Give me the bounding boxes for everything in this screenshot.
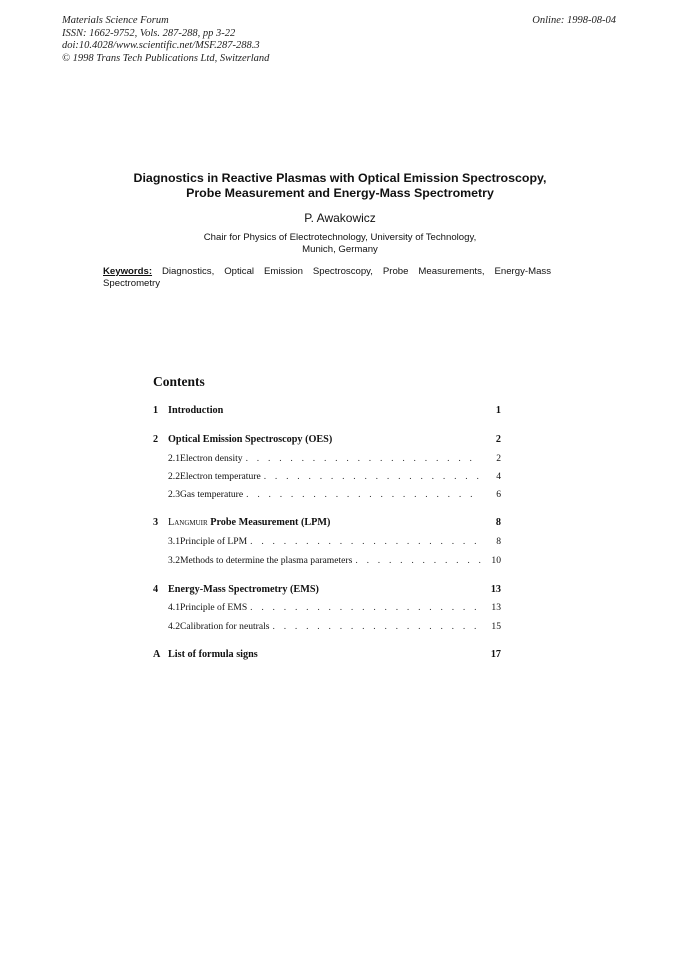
paper-title-line-2: Probe Measurement and Energy-Mass Spectrometry [186,186,494,200]
toc-entry-title: Calibration for neutrals [180,621,270,632]
toc-entry-number: 3.1 [168,536,180,547]
toc-entry-title: Electron density [180,453,243,464]
journal-name: Materials Science Forum [62,15,169,26]
toc-entry[interactable] [153,434,501,447]
toc-entry[interactable] [153,649,501,662]
journal-header [62,15,269,65]
toc-entry-number: 4.2 [168,621,180,632]
toc-entry-number: 1 [153,405,159,416]
toc-entry[interactable] [153,584,501,597]
toc-entry-title: Energy-Mass Spectrometry (EMS) [168,584,319,595]
toc-entry-page: 1 [495,405,501,416]
toc-leader-dots [250,602,481,613]
toc-entry-number: 2 [153,434,159,445]
toc-entry[interactable] [153,489,501,502]
keywords-block [103,266,551,290]
toc-entry[interactable] [153,555,501,568]
toc-entry-title: Gas temperature [180,489,244,500]
contents-heading: Contents [153,374,205,389]
doi-line: doi:10.4028/www.scientific.net/MSF.287-288.3 [62,40,260,51]
toc-leader-dots [273,621,481,632]
toc-entry[interactable] [153,621,501,634]
copyright-line: © 1998 Trans Tech Publications Ltd, Switzerland [62,52,270,64]
online-date: Online: 1998-08-04 [532,15,616,26]
paper-title-line-1: Diagnostics in Reactive Plasmas with Optical Emission Spectroscopy, [133,171,547,185]
toc-entry-title: Principle of LPM [180,536,248,547]
toc-entry[interactable] [153,602,501,615]
toc-entry-page: 10 [491,555,501,566]
toc-entry-page: 4 [496,471,501,482]
toc-entry-number: 2.1 [168,453,180,464]
toc-entry-number: A [153,649,161,660]
toc-entry-page: 6 [496,489,501,500]
toc-entry-page: 8 [495,517,501,528]
toc-entry-title: Principle of EMS [180,602,248,613]
toc-entry-title: Methods to determine the plasma parameters [180,555,353,566]
toc-leader-dots [246,489,481,500]
toc-entry-number: 4 [153,584,159,595]
toc-entry-title: List of formula signs [168,649,258,660]
toc-entry-number: 2.3 [168,489,180,500]
toc-entry-title-rest: Probe Measurement (LPM) [210,517,331,528]
toc-entry-title [168,517,330,528]
toc-entry[interactable] [153,471,501,484]
affiliation-line-2: Munich, Germany [302,244,378,255]
author-name: P. Awakowicz [304,211,376,225]
toc-entry[interactable] [153,536,501,549]
toc-entry-page: 13 [491,602,501,613]
toc-leader-dots [264,471,481,482]
toc-entry-title-smallcaps: Langmuir [168,517,208,528]
toc-entry[interactable] [153,517,501,530]
toc-entry-page: 2 [496,453,501,464]
toc-entry-title: Optical Emission Spectroscopy (OES) [168,434,333,445]
affiliation-line-1: Chair for Physics of Electrotechnology, University of Technology, [203,232,477,243]
keywords-text: Diagnostics, Optical Emission Spectroscopy, Probe Measurements, Energy-Mass Spectrometry [103,266,551,289]
toc-entry-title: Introduction [168,405,224,416]
toc-entry-page: 2 [495,434,501,445]
toc-entry-page: 15 [491,621,501,632]
toc-entry[interactable] [153,453,501,466]
toc-entry-page: 13 [490,584,501,595]
toc-leader-dots [246,453,481,464]
toc-entry-number: 3 [153,517,159,528]
toc-entry-page: 8 [496,536,501,547]
toc-entry-number: 2.2 [168,471,180,482]
toc-entry-number: 4.1 [168,602,180,613]
toc-leader-dots [250,536,481,547]
paper-title [60,171,620,201]
issn-line: ISSN: 1662-9752, Vols. 287-288, pp 3-22 [62,27,236,39]
toc-entry-title: Electron temperature [180,471,261,482]
toc-entry-page: 17 [490,649,501,660]
keywords-label: Keywords: [103,266,153,277]
affiliation [60,232,620,256]
toc-leader-dots [355,555,481,566]
toc-entry[interactable] [153,405,501,418]
toc-entry-number: 3.2 [168,555,180,566]
